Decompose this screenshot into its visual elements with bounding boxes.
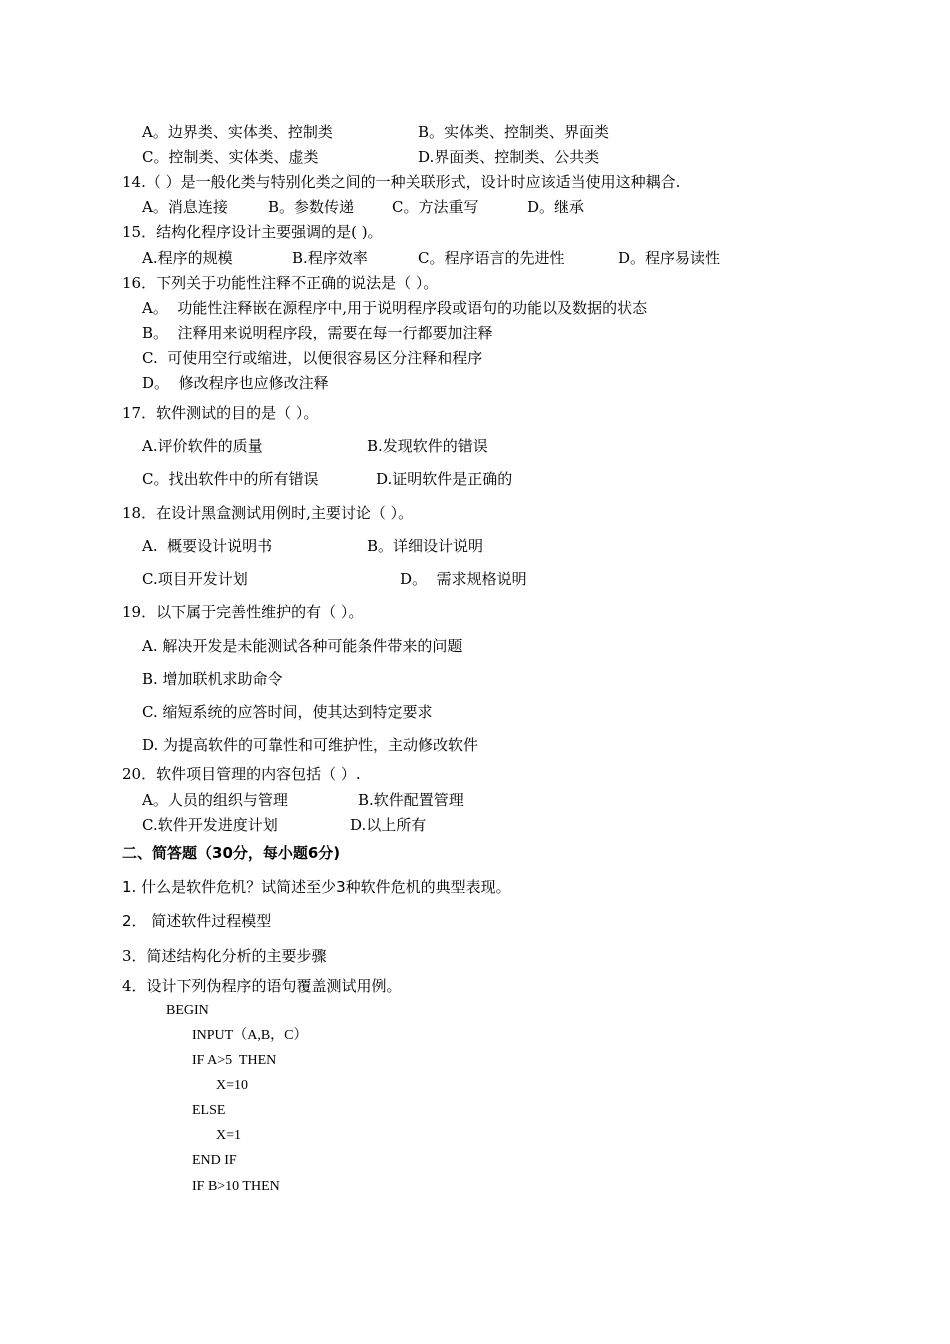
q18-option-c: C.项目开发计划 bbox=[142, 570, 248, 588]
q14-option-a: A。消息连接 bbox=[142, 198, 228, 216]
q19-option-a: A. 解决开发是未能测试各种可能条件带来的问题 bbox=[142, 637, 463, 655]
q15-stem: 15．结构化程序设计主要强调的是( )。 bbox=[122, 223, 383, 241]
q18-stem: 18．在设计黑盒测试用例时,主要讨论（ ）。 bbox=[122, 504, 414, 522]
q17-option-b: B.发现软件的错误 bbox=[367, 437, 488, 455]
code-line: X=1 bbox=[216, 1128, 242, 1143]
q19-option-c: C. 缩短系统的应答时间，使其达到特定要求 bbox=[142, 703, 433, 721]
q20-option-a: A。人员的组织与管理 bbox=[142, 791, 288, 809]
short-answer-q3: 3．简述结构化分析的主要步骤 bbox=[122, 947, 327, 965]
code-line: ELSE bbox=[192, 1103, 226, 1118]
code-line: X=10 bbox=[216, 1078, 249, 1093]
q20-option-c: C.软件开发进度计划 bbox=[142, 816, 278, 834]
q17-stem: 17．软件测试的目的是（ ）。 bbox=[122, 404, 319, 422]
q20-option-d: D.以上所有 bbox=[350, 816, 427, 834]
q15-option-c: C。程序语言的先进性 bbox=[418, 249, 565, 267]
short-answer-q2: 2． 简述软件过程模型 bbox=[122, 912, 272, 930]
q15-option-d: D。程序易读性 bbox=[618, 249, 721, 267]
q16-option-a: A。 功能性注释嵌在源程序中,用于说明程序段或语句的功能以及数据的状态 bbox=[142, 299, 648, 317]
q16-option-d: D。 修改程序也应修改注释 bbox=[142, 374, 329, 392]
short-answer-q4: 4．设计下列伪程序的语句覆盖测试用例。 bbox=[122, 977, 402, 995]
q19-option-b: B. 增加联机求助命令 bbox=[142, 670, 283, 688]
q20-stem: 20．软件项目管理的内容包括（ ）. bbox=[122, 765, 361, 783]
code-line: BEGIN bbox=[166, 1003, 209, 1018]
q13-option-b: B。实体类、控制类、界面类 bbox=[418, 123, 610, 141]
q14-option-b: B。参数传递 bbox=[268, 198, 355, 216]
q17-option-c: C。找出软件中的所有错误 bbox=[142, 470, 319, 488]
q16-option-b: B。 注释用来说明程序段，需要在每一行都要加注释 bbox=[142, 324, 493, 342]
q16-stem: 16．下列关于功能性注释不正确的说法是（ ）。 bbox=[122, 274, 439, 292]
q14-stem: 14.（ ）是一般化类与特别化类之间的一种关联形式，设计时应该适当使用这种耦合. bbox=[122, 173, 681, 191]
q17-option-d: D.证明软件是正确的 bbox=[376, 470, 513, 488]
q14-option-d: D。继承 bbox=[527, 198, 585, 216]
code-line: INPUT（A,B，C） bbox=[192, 1028, 308, 1043]
q16-option-c: C. 可使用空行或缩进，以便很容易区分注释和程序 bbox=[142, 349, 483, 367]
q19-stem: 19．以下属于完善性维护的有（ ）。 bbox=[122, 603, 364, 621]
code-line: IF A>5 THEN bbox=[192, 1053, 277, 1068]
q13-option-d: D.界面类、控制类、公共类 bbox=[418, 148, 600, 166]
q13-option-a: A。边界类、实体类、控制类 bbox=[142, 123, 333, 141]
q17-option-a: A.评价软件的质量 bbox=[142, 437, 263, 455]
q18-option-d: D。 需求规格说明 bbox=[400, 570, 527, 588]
short-answer-q1: 1. 什么是软件危机？试简述至少3种软件危机的典型表现。 bbox=[122, 878, 511, 896]
q14-option-c: C。方法重写 bbox=[392, 198, 479, 216]
q13-option-c: C。控制类、实体类、虚类 bbox=[142, 148, 319, 166]
q15-option-a: A.程序的规模 bbox=[142, 249, 233, 267]
q18-option-b: B。详细设计说明 bbox=[367, 537, 484, 555]
code-line: END IF bbox=[192, 1153, 237, 1168]
q18-option-a: A. 概要设计说明书 bbox=[142, 537, 273, 555]
code-line: IF B>10 THEN bbox=[192, 1179, 280, 1194]
section-heading: 二、简答题（30分，每小题6分) bbox=[122, 844, 341, 862]
q15-option-b: B.程序效率 bbox=[292, 249, 368, 267]
q19-option-d: D. 为提高软件的可靠性和可维护性，主动修改软件 bbox=[142, 736, 479, 754]
q20-option-b: B.软件配置管理 bbox=[358, 791, 464, 809]
